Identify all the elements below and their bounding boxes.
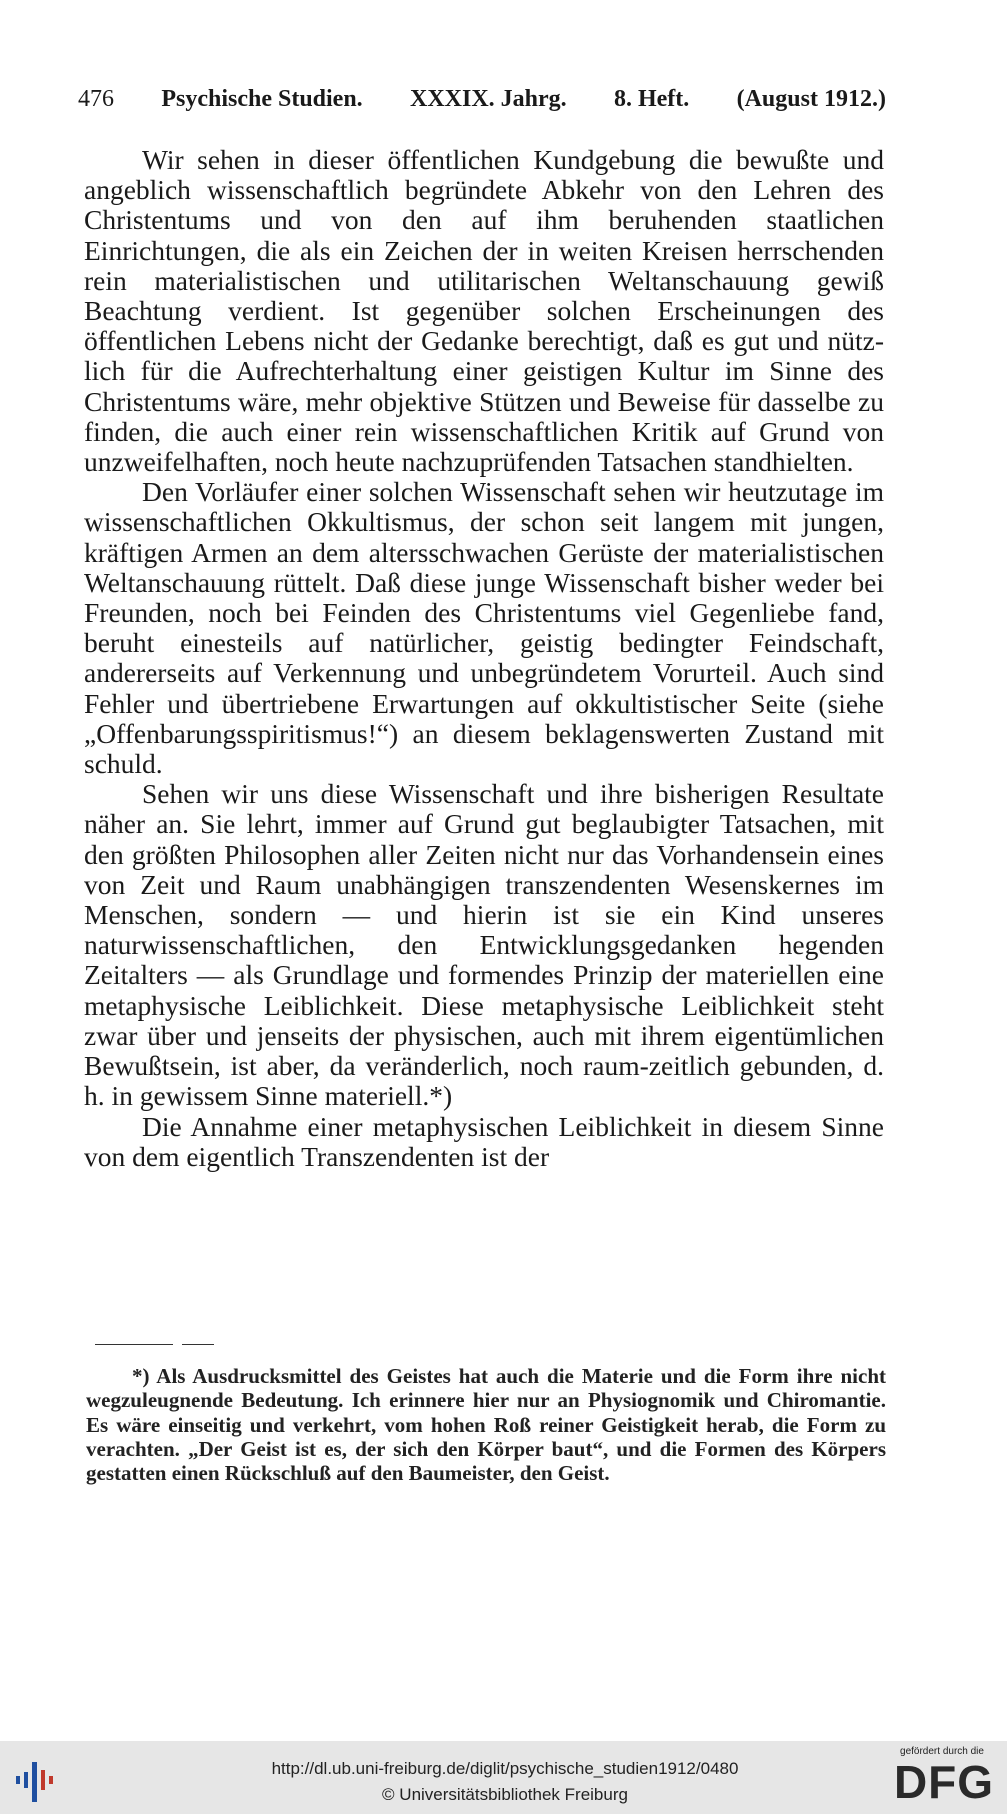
- paragraph: Wir sehen in dieser öffentlichen Kundgebung die bewußte und angeblich wissenschaftlich begründete Abkehr von den Lehren des Christentums und von den auf ihm beruhenden staatlichen Einrichtungen, die als ein Zeichen der in weiten Kreisen herrschenden rein materialistischen und utilitarischen Weltanschauung gewiß Beachtung verdient. Ist gegenüber solchen Erscheinungen des öffentlichen Lebens nicht der Gedanke berechtigt, daß es gut und nützlich für die Aufrechterhaltung einer geistigen Kultur im Sinne des Christentums wäre, mehr objektive Stützen und Beweise für dasselbe zu finden, die auch einer rein wissenschaftlichen Kritik auf Grund von unzweifelhaften, noch heute nachzuprüfenden Tatsachen standhielten.: [84, 144, 884, 478]
- main-text: [84, 145, 884, 1172]
- paragraph: Den Vorläufer einer solchen Wissenschaft sehen wir heutzutage im wissenschaftlichen Okkultismus, der schon seit langem mit jungen, kräftigen Armen an dem altersschwachen Gerüste der materialistischen Weltanschauung rüttelt. Daß diese junge Wissenschaft bisher weder bei Freunden, noch bei Feinden des Christentums viel Gegenliebe fand, beruht einesteils auf natürlicher, geistig bedingter Feindschaft, andererseits auf Verkennung und unbegründetem Vorurteil. Auch sind Fehler und übertriebene Erwartungen auf okkultistischer Seite (siehe „Offenbarungsspiritismus!“) an diesem beklagenswerten Zustand mit schuld.: [84, 476, 884, 780]
- ub-freiburg-logo-icon: [14, 1756, 64, 1806]
- footnote-divider-short: [182, 1344, 214, 1345]
- footnote-text: *) Als Ausdrucksmittel des Geistes hat auch die Materie und die Form ihre nicht wegzuleugnende Bedeutung. Ich erinnere hier nur an Physiognomik und Chiromantie. Es wäre einseitig und verkehrt, vom hohen Roß reiner Geistigkeit herab, die Form zu verachten. „Der Geist ist es, der sich den Körper baut“, und die Formen des Körpers gestatten einen Rückschluß auf den Baumeister, den Geist.: [86, 1364, 886, 1486]
- journal-issue: 8. Heft.: [613, 86, 690, 112]
- paragraph: Die Annahme einer metaphysischen Leiblichkeit in diesem Sinne von dem eigentlich Transzendenten ist der: [84, 1110, 884, 1172]
- footer-url-link[interactable]: http://dl.ub.uni-freiburg.de/diglit/psychische_studien1912/0480: [271, 1759, 739, 1778]
- dfg-funding-note: gefördert durch die: [900, 1746, 984, 1757]
- page-header: [78, 86, 886, 113]
- page-number: 476: [78, 86, 114, 112]
- journal-date: (August 1912.): [736, 86, 886, 112]
- footnote: [86, 1364, 886, 1485]
- dfg-logo: DFG: [893, 1756, 995, 1808]
- journal-title: Psychische Studien.: [161, 86, 363, 112]
- footnote-divider: [95, 1344, 173, 1345]
- journal-volume: XXXIX. Jahrg.: [410, 86, 567, 112]
- paragraph: Sehen wir uns diese Wissenschaft und ihre bisherigen Resultate näher an. Sie lehrt, immer auf Grund gut beglaubigter Tatsachen, mit den größten Philosophen aller Zeiten nicht nur das Vorhandensein eines von Zeit und Raum unabhängigen transzendenten Wesenskernes im Menschen, sondern — und hierin ist sie ein Kind unseres naturwissenschaftlichen, den Entwicklungsgedanken hegenden Zeitalters — als Grundlage und formendes Prinzip der materiellen eine metaphysische Leiblichkeit. Diese metaphysische Leiblichkeit steht zwar über und jenseits der physischen, auch mit ihrem eigentümlichen Bewußtsein, ist aber, da veränderlich, noch raum-zeitlich gebunden, d. h. in gewissem Sinne materiell.*): [84, 778, 884, 1112]
- footer-copyright: © Universitätsbibliothek Freiburg: [382, 1785, 628, 1804]
